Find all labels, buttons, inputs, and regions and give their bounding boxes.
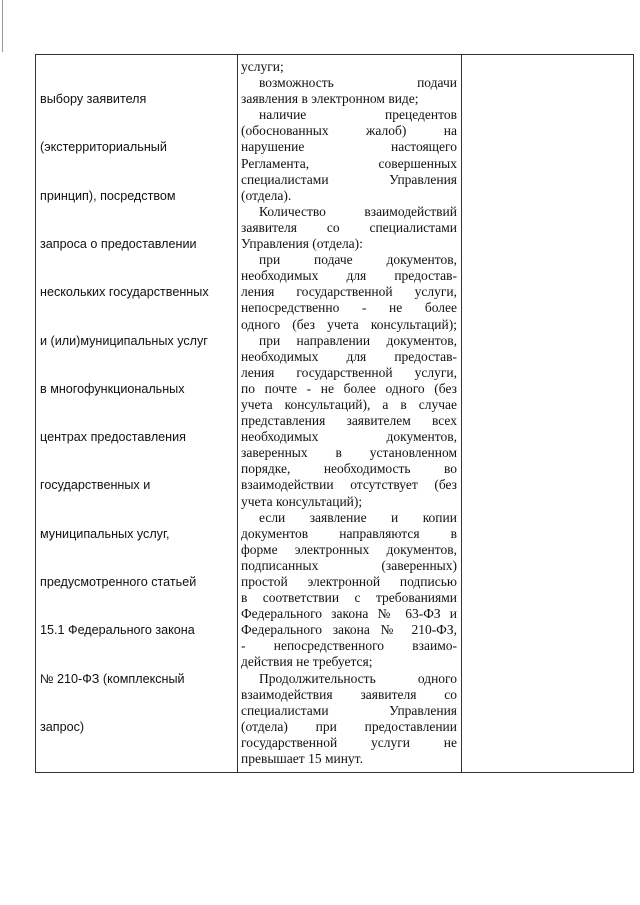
cell-text-line: непосредственно - не более [241, 300, 457, 316]
cell-text-line: Управления (отдела): [241, 236, 363, 252]
cell-text-line: действия не требуется; [241, 654, 373, 670]
cell-text-line: возможность подачи [259, 75, 457, 91]
cell-text-line: взаимодействия заявителя со [241, 686, 457, 702]
cell-text-line: учета консультаций); [241, 493, 363, 509]
cell-text-line: заявителя со специалистами [241, 219, 457, 235]
cell-text-line: порядке, необходимость во [241, 461, 457, 477]
cell-text-line: наличие прецедентов [259, 107, 457, 123]
cell-text-line: при направлении документов, [259, 332, 457, 348]
cell-text-line: - непосредственного взаимо- [241, 638, 457, 654]
column-divider-1 [237, 55, 238, 772]
cell-text-line: необходимых для предостав- [241, 268, 457, 284]
cell-text-line: заверенных в установленном [241, 445, 457, 461]
cell-text-line: Количество взаимодействий [259, 203, 457, 219]
cell-text-line: необходимых документов, [241, 429, 457, 445]
cell-text-line: ления государственной услуги, [241, 284, 457, 300]
cell-text-line: Регламента, совершенных [241, 155, 457, 171]
cell-text-line: предусмотренного статьей [40, 575, 197, 589]
cell-text-line: одного (без учета консультаций); [241, 316, 457, 332]
cell-text-line: центрах предоставления [40, 430, 186, 445]
cell-text-line: простой электронной подписью [241, 574, 457, 589]
cell-text-line: нескольких государственных [40, 285, 209, 300]
cell-text-line: 15.1 Федерального закона [40, 623, 195, 638]
cell-text-line: запрос) [40, 719, 85, 734]
cell-text-line: (обоснованных жалоб) на [241, 123, 457, 139]
table-cell-column-2 [241, 59, 457, 767]
cell-text-line: запроса о предоставлении [40, 237, 197, 252]
cell-text-line: в многофункциональных [40, 381, 185, 396]
cell-text-line: (отдела). [241, 187, 292, 203]
cell-text-line: документов направляются в [241, 525, 457, 541]
cell-text-line: специалистами Управления [241, 171, 457, 187]
cell-text-line: Федерального закона № 210-ФЗ, [241, 622, 457, 638]
page-margin-mark [2, 0, 3, 52]
cell-text-line: принцип), посредством [40, 188, 176, 203]
cell-text-line: услуги; [241, 59, 284, 74]
cell-text-line: муниципальных услуг, [40, 526, 170, 541]
cell-text-line: (отдела) при предоставлении [241, 718, 457, 734]
cell-text-line: выбору заявителя [40, 92, 147, 107]
cell-text-line: взаимодействии отсутствует (без [241, 477, 457, 493]
cell-text-line: в соответствии с требованиями [241, 590, 457, 606]
table-cell-column-1 [40, 59, 233, 767]
cell-text-line: при подаче документов, [259, 252, 457, 268]
cell-text-line: ления государственной услуги, [241, 364, 457, 380]
cell-text-line: заявления в электронном виде; [241, 91, 419, 107]
cell-text-line: государственной услуги не [241, 734, 457, 750]
cell-text-line: нарушение настоящего [241, 139, 457, 155]
cell-text-line: и (или)муниципальных услуг [40, 333, 208, 348]
cell-text-line: подписанных (заверенных) [241, 557, 457, 573]
cell-text-line: если заявление и копии [259, 509, 457, 525]
cell-text-line: № 210-ФЗ (комплексный [40, 671, 185, 686]
cell-text-line: представления заявителем всех [241, 413, 457, 429]
cell-text-line: необходимых для предостав- [241, 348, 457, 364]
cell-text-line: специалистами Управления [241, 702, 457, 718]
cell-text-line: Федерального закона № 63-ФЗ и [241, 606, 457, 622]
cell-text-line: Продолжительность одного [259, 670, 457, 686]
regulation-table [35, 54, 634, 773]
cell-text-line: (экстерриториальный [40, 140, 167, 155]
cell-text-line: по почте - не более одного (без [241, 380, 457, 396]
cell-text-line: учета консультаций), а в случае [241, 396, 457, 412]
cell-text-line: государственных и [40, 478, 151, 493]
cell-text-line: форме электронных документов, [241, 541, 457, 557]
cell-text-line: превышает 15 минут. [241, 751, 363, 767]
column-divider-2 [461, 55, 462, 772]
